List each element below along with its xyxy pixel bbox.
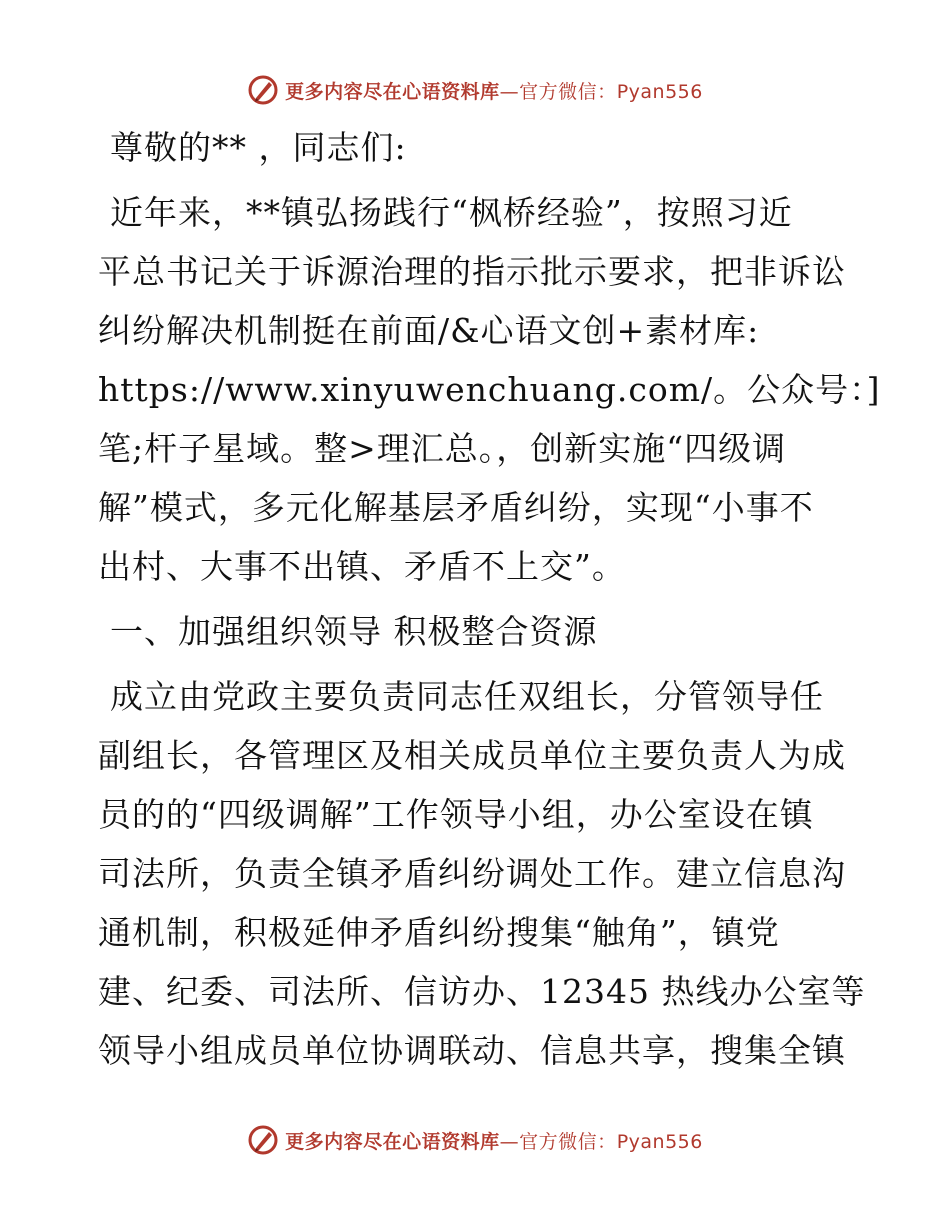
watermark-separator: — bbox=[499, 1130, 520, 1153]
footer-watermark bbox=[0, 1120, 950, 1160]
watermark-wechat-label: 官方微信： bbox=[519, 1130, 617, 1153]
paragraph-line: 成立由党政主要负责同志任双组长，分管领导任 bbox=[110, 677, 824, 716]
watermark-text bbox=[285, 1127, 703, 1154]
pen-circle-logo-icon bbox=[247, 74, 279, 106]
intro-paragraph bbox=[98, 183, 881, 596]
paragraph-line: 副组长，各管理区及相关成员单位主要负责人为成 bbox=[98, 736, 846, 775]
watermark-site: 更多内容尽在心语资料库 bbox=[285, 1130, 500, 1153]
paragraph-line: 笔;杆子星域。整>理汇总。，创新实施“四级调 bbox=[98, 429, 787, 468]
section-paragraph bbox=[98, 667, 866, 1080]
pen-circle-logo-icon bbox=[247, 1124, 279, 1156]
paragraph-line: 出村、大事不出镇、矛盾不上交”。 bbox=[98, 547, 626, 586]
paragraph-line: 通机制，积极延伸矛盾纠纷搜集“触角”，镇党 bbox=[98, 913, 780, 952]
paragraph-line: 近年来，**镇弘扬践行“枫桥经验”，按照习近 bbox=[110, 193, 793, 232]
watermark-wechat-id: Pyan556 bbox=[616, 80, 703, 103]
watermark-wechat-id: Pyan556 bbox=[616, 1130, 703, 1153]
watermark-text bbox=[285, 77, 703, 104]
section-heading: 一、加强组织领导 积极整合资源 bbox=[110, 612, 598, 651]
document-body bbox=[98, 118, 881, 1086]
paragraph-line: 纠纷解决机制挺在前面/&心语文创+素材库: bbox=[98, 311, 760, 350]
watermark-site: 更多内容尽在心语资料库 bbox=[285, 80, 500, 103]
paragraph-line: 领导小组成员单位协调联动、信息共享，搜集全镇 bbox=[98, 1031, 846, 1070]
paragraph-line: https://www.xinyuwenchuang.com/。公众号：] bbox=[98, 370, 881, 409]
watermark-wechat-label: 官方微信： bbox=[519, 80, 617, 103]
watermark-separator: — bbox=[499, 80, 520, 103]
paragraph-line: 员的的“四级调解”工作领导小组，办公室设在镇 bbox=[98, 795, 814, 834]
paragraph-line: 司法所，负责全镇矛盾纠纷调处工作。建立信息沟 bbox=[98, 854, 846, 893]
paragraph-line: 平总书记关于诉源治理的指示批示要求，把非诉讼 bbox=[98, 252, 846, 291]
greeting: 尊敬的** ，同志们: bbox=[110, 128, 407, 167]
paragraph-line: 解”模式，多元化解基层矛盾纠纷，实现“小事不 bbox=[98, 488, 814, 527]
header-watermark bbox=[0, 70, 950, 110]
paragraph-line: 建、纪委、司法所、信访办、12345 热线办公室等 bbox=[98, 972, 866, 1011]
